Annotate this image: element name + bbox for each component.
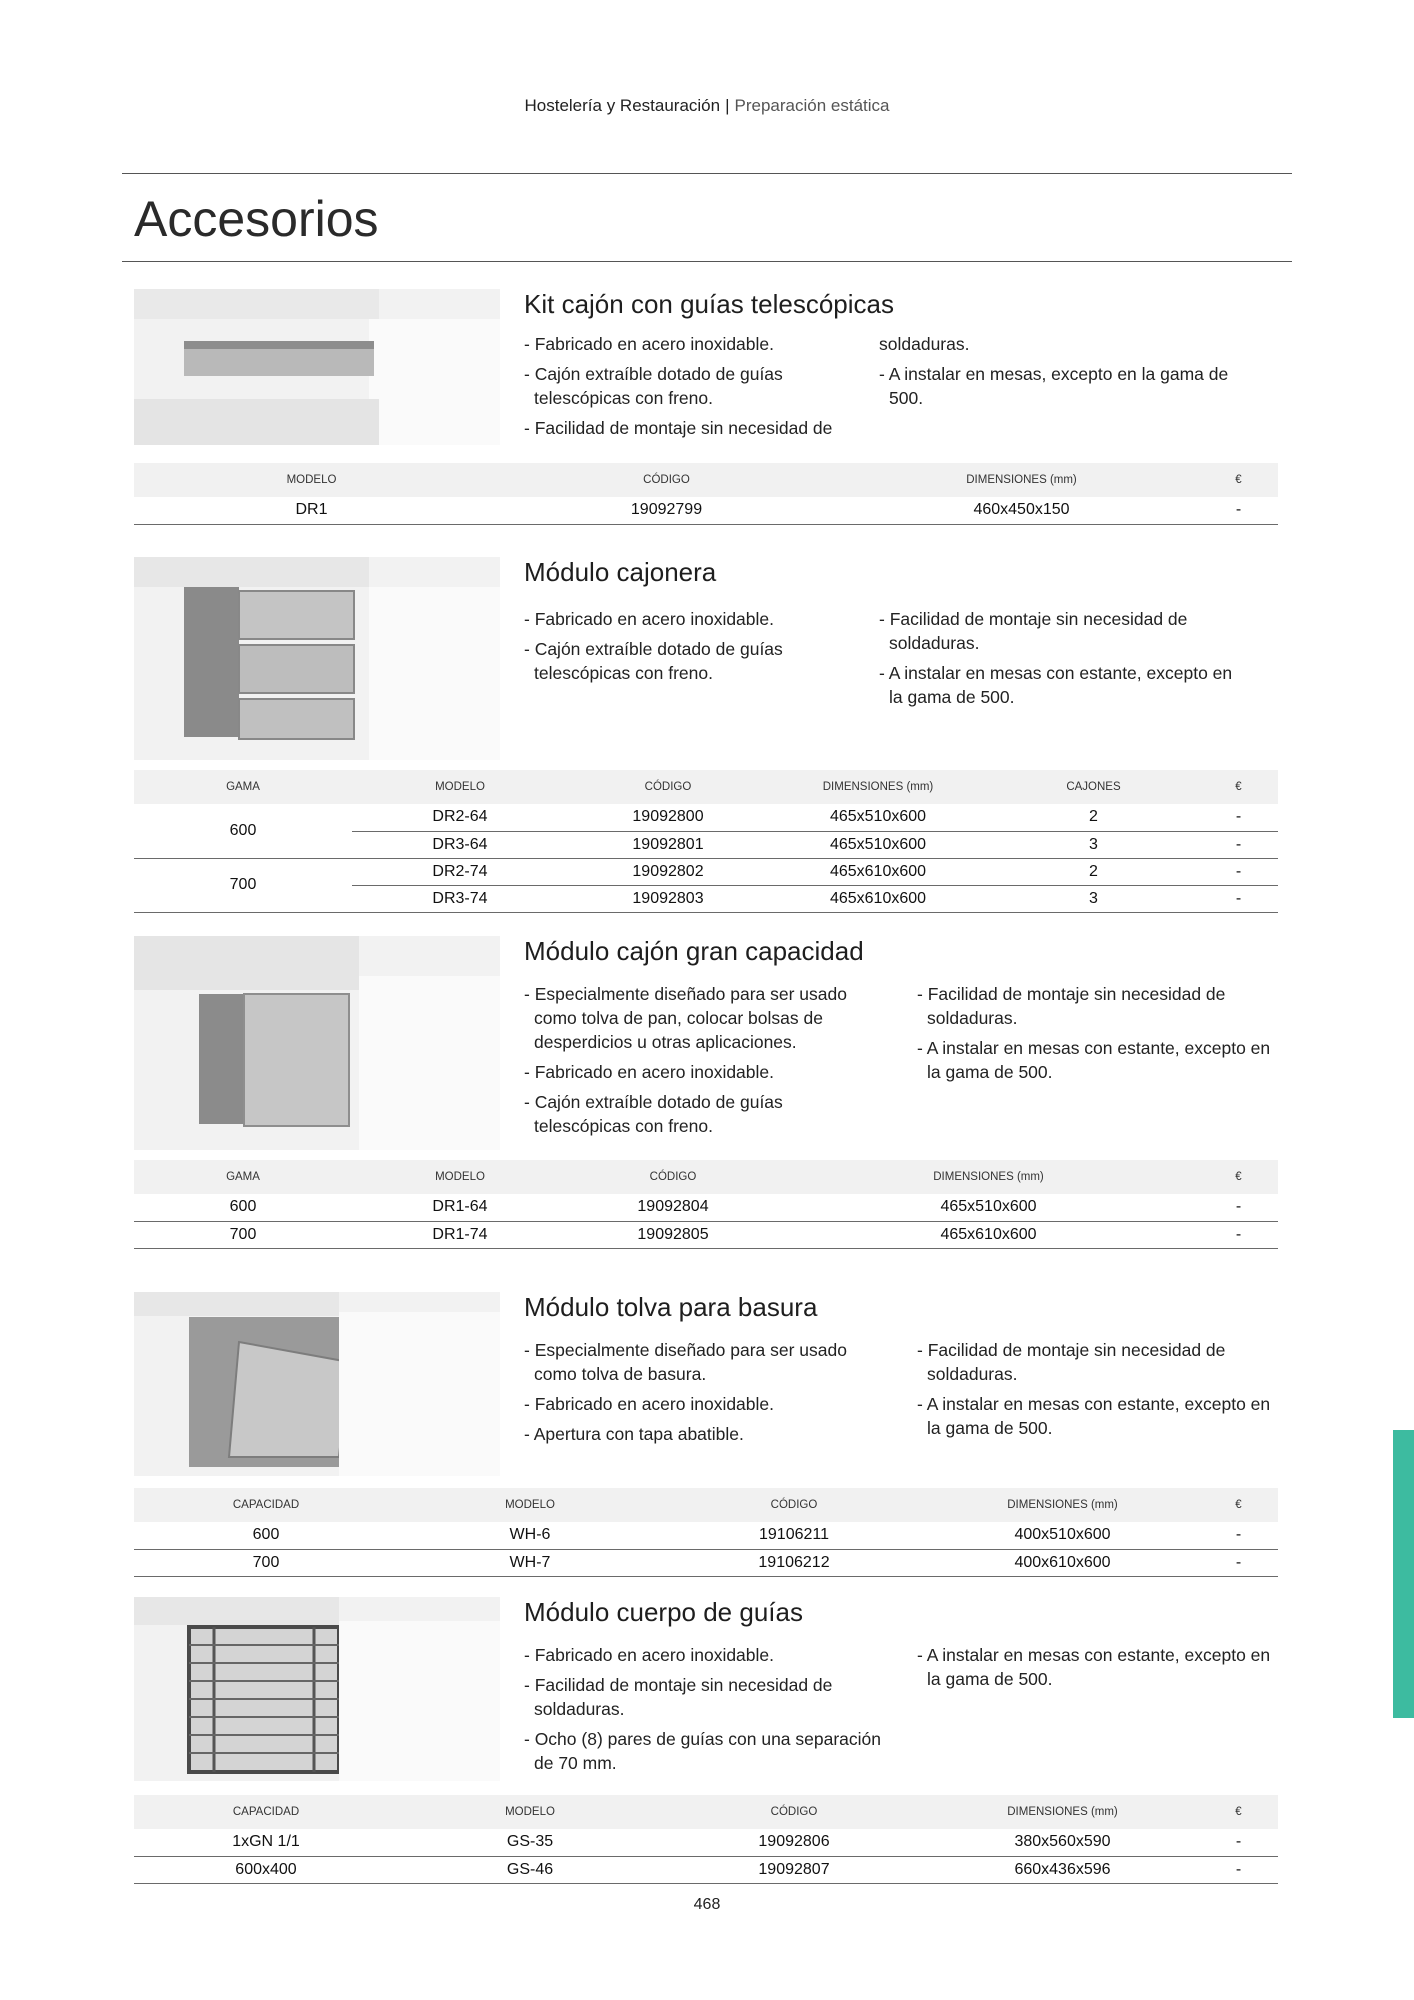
col-header: CÓDIGO bbox=[489, 463, 844, 497]
cell-dimensiones: 465x510x600 bbox=[768, 831, 988, 858]
table-row bbox=[134, 497, 1278, 524]
col-header: GAMA bbox=[134, 1160, 352, 1194]
col-header: DIMENSIONES (mm) bbox=[926, 1795, 1199, 1829]
feature-item: - Fabricado en acero inoxidable. bbox=[524, 1645, 775, 1665]
feature-list-left bbox=[524, 607, 864, 691]
feature-item: - Facilidad de montaje sin necesidad de soldaduras. bbox=[917, 1340, 1226, 1384]
cell-gama: 600 bbox=[134, 804, 352, 858]
cell-codigo: 19092805 bbox=[568, 1221, 778, 1248]
table-row bbox=[134, 1522, 1278, 1549]
page-number: 468 bbox=[693, 1896, 721, 1913]
cell-dimensiones: 660x436x596 bbox=[926, 1856, 1199, 1883]
feature-list-left bbox=[524, 1338, 869, 1452]
col-header: € bbox=[1199, 1795, 1278, 1829]
spec-table bbox=[134, 1160, 1278, 1249]
cell-modelo: WH-6 bbox=[398, 1522, 662, 1549]
col-header: DIMENSIONES (mm) bbox=[844, 463, 1199, 497]
cell-gama: 700 bbox=[134, 1221, 352, 1248]
feature-list-right bbox=[917, 1643, 1282, 1697]
cell-cajones: 2 bbox=[988, 858, 1199, 885]
cell-modelo: GS-35 bbox=[398, 1829, 662, 1856]
feature-item: - A instalar en mesas, excepto en la gama de 500. bbox=[879, 364, 1229, 408]
cell-capacidad: 700 bbox=[134, 1549, 398, 1576]
cell-dimensiones: 400x510x600 bbox=[926, 1522, 1199, 1549]
feature-list-right bbox=[879, 607, 1239, 715]
running-header bbox=[0, 96, 1414, 116]
cell-precio: - bbox=[1199, 1522, 1278, 1549]
col-header: GAMA bbox=[134, 770, 352, 804]
cell-gama: 600 bbox=[134, 1194, 352, 1221]
cell-precio: - bbox=[1199, 858, 1278, 885]
col-header: CAJONES bbox=[988, 770, 1199, 804]
cell-dimensiones: 465x610x600 bbox=[768, 885, 988, 912]
header-separator: | bbox=[725, 96, 730, 115]
feature-list-right bbox=[917, 982, 1282, 1090]
cell-precio: - bbox=[1199, 1856, 1278, 1883]
feature-item: - Apertura con tapa abatible. bbox=[524, 1424, 744, 1444]
col-header: MODELO bbox=[134, 463, 489, 497]
cell-dimensiones: 465x510x600 bbox=[768, 804, 988, 831]
cell-codigo: 19106212 bbox=[662, 1549, 926, 1576]
feature-item: - A instalar en mesas con estante, excepto en la gama de 500. bbox=[879, 663, 1233, 707]
cell-cajones: 2 bbox=[988, 804, 1199, 831]
col-header: MODELO bbox=[398, 1795, 662, 1829]
cell-precio: - bbox=[1199, 1829, 1278, 1856]
feature-item: - Fabricado en acero inoxidable. bbox=[524, 1062, 775, 1082]
cell-capacidad: 600 bbox=[134, 1522, 398, 1549]
col-header: CÓDIGO bbox=[662, 1795, 926, 1829]
title-rule bbox=[122, 261, 1292, 262]
table-row bbox=[134, 1221, 1278, 1248]
cell-modelo: DR3-64 bbox=[352, 831, 568, 858]
cell-modelo: DR2-74 bbox=[352, 858, 568, 885]
col-header: CAPACIDAD bbox=[134, 1488, 398, 1522]
section-title: Módulo tolva para basura bbox=[524, 1292, 818, 1322]
spec-table bbox=[134, 1488, 1278, 1577]
section-modulo-cajonera bbox=[134, 557, 1278, 913]
section-title: Kit cajón con guías telescópicas bbox=[524, 289, 894, 319]
cell-capacidad: 600x400 bbox=[134, 1856, 398, 1883]
cell-precio: - bbox=[1199, 1194, 1278, 1221]
section-tolva-basura bbox=[134, 1292, 1278, 1582]
col-header: CÓDIGO bbox=[568, 770, 768, 804]
cell-codigo: 19092799 bbox=[489, 497, 844, 524]
col-header: CÓDIGO bbox=[662, 1488, 926, 1522]
table-row bbox=[134, 1829, 1278, 1856]
cell-codigo: 19092801 bbox=[568, 831, 768, 858]
feature-item: - Fabricado en acero inoxidable. bbox=[524, 1394, 775, 1414]
col-header: DIMENSIONES (mm) bbox=[778, 1160, 1199, 1194]
cell-gama: 700 bbox=[134, 858, 352, 912]
cell-modelo: DR1 bbox=[134, 497, 489, 524]
cell-precio: - bbox=[1199, 1221, 1278, 1248]
col-header: DIMENSIONES (mm) bbox=[768, 770, 988, 804]
section-title: Módulo cuerpo de guías bbox=[524, 1597, 803, 1627]
cell-cajones: 3 bbox=[988, 885, 1199, 912]
cell-precio: - bbox=[1199, 497, 1278, 524]
table-row bbox=[134, 1856, 1278, 1883]
feature-item: - Cajón extraíble dotado de guías telescópicas con freno. bbox=[524, 364, 783, 408]
cell-modelo: WH-7 bbox=[398, 1549, 662, 1576]
col-header: CAPACIDAD bbox=[134, 1795, 398, 1829]
product-photo-drawer-kit bbox=[134, 289, 500, 445]
cell-precio: - bbox=[1199, 885, 1278, 912]
cell-precio: - bbox=[1199, 804, 1278, 831]
cell-dimensiones: 465x610x600 bbox=[768, 858, 988, 885]
table-row bbox=[134, 1549, 1278, 1576]
feature-item: - Facilidad de montaje sin necesidad de soldaduras. bbox=[524, 1675, 833, 1719]
cell-codigo: 19092802 bbox=[568, 858, 768, 885]
feature-item: - Ocho (8) pares de guías con una separación de 70 mm. bbox=[524, 1729, 882, 1773]
feature-item: - Cajón extraíble dotado de guías telescópicas con freno. bbox=[524, 1092, 783, 1136]
feature-list-left bbox=[524, 1643, 889, 1781]
col-header: DIMENSIONES (mm) bbox=[926, 1488, 1199, 1522]
feature-item: - Fabricado en acero inoxidable. bbox=[524, 609, 775, 629]
col-header: MODELO bbox=[352, 770, 568, 804]
product-photo-drawer-unit bbox=[134, 557, 500, 760]
col-header: € bbox=[1199, 770, 1278, 804]
top-rule bbox=[122, 173, 1292, 174]
feature-item: - A instalar en mesas con estante, excepto en la gama de 500. bbox=[917, 1645, 1271, 1689]
cell-precio: - bbox=[1199, 831, 1278, 858]
feature-item: - Facilidad de montaje sin necesidad de bbox=[524, 418, 833, 438]
cell-codigo: 19092807 bbox=[662, 1856, 926, 1883]
cell-capacidad: 1xGN 1/1 bbox=[134, 1829, 398, 1856]
product-photo-waste-chute bbox=[134, 1292, 500, 1476]
cell-codigo: 19092806 bbox=[662, 1829, 926, 1856]
feature-item: soldaduras. bbox=[879, 334, 970, 354]
cell-dimensiones: 460x450x150 bbox=[844, 497, 1199, 524]
cell-modelo: DR3-74 bbox=[352, 885, 568, 912]
feature-item: - Cajón extraíble dotado de guías telescópicas con freno. bbox=[524, 639, 783, 683]
feature-item: - A instalar en mesas con estante, excepto en la gama de 500. bbox=[917, 1394, 1271, 1438]
cell-codigo: 19092803 bbox=[568, 885, 768, 912]
header-subsection: Preparación estática bbox=[734, 96, 890, 115]
chapter-side-tab bbox=[1393, 1430, 1414, 1718]
spec-table bbox=[134, 1795, 1278, 1884]
product-photo-guide-rack bbox=[134, 1597, 500, 1781]
col-header: € bbox=[1199, 1488, 1278, 1522]
section-kit-cajon bbox=[134, 289, 1278, 525]
feature-list-left bbox=[524, 332, 864, 446]
cell-modelo: GS-46 bbox=[398, 1856, 662, 1883]
page-title: Accesorios bbox=[134, 191, 379, 247]
cell-codigo: 19092804 bbox=[568, 1194, 778, 1221]
col-header: € bbox=[1199, 463, 1278, 497]
cell-codigo: 19106211 bbox=[662, 1522, 926, 1549]
feature-item: - Especialmente diseñado para ser usado como tolva de basura. bbox=[524, 1340, 847, 1384]
col-header: CÓDIGO bbox=[568, 1160, 778, 1194]
feature-list-right bbox=[917, 1338, 1282, 1446]
table-row bbox=[134, 1194, 1278, 1221]
cell-modelo: DR2-64 bbox=[352, 804, 568, 831]
col-header: € bbox=[1199, 1160, 1278, 1194]
feature-list-left bbox=[524, 982, 869, 1144]
table-row bbox=[134, 858, 1278, 885]
section-title: Módulo cajón gran capacidad bbox=[524, 936, 864, 966]
section-cuerpo-guias bbox=[134, 1597, 1278, 1887]
col-header: MODELO bbox=[398, 1488, 662, 1522]
cell-modelo: DR1-64 bbox=[352, 1194, 568, 1221]
feature-list-right bbox=[879, 332, 1239, 416]
cell-dimensiones: 400x610x600 bbox=[926, 1549, 1199, 1576]
section-title: Módulo cajonera bbox=[524, 557, 717, 587]
cell-dimensiones: 465x510x600 bbox=[778, 1194, 1199, 1221]
table-row bbox=[134, 804, 1278, 831]
cell-cajones: 3 bbox=[988, 831, 1199, 858]
feature-item: - A instalar en mesas con estante, excepto en la gama de 500. bbox=[917, 1038, 1271, 1082]
col-header: MODELO bbox=[352, 1160, 568, 1194]
cell-codigo: 19092800 bbox=[568, 804, 768, 831]
cell-dimensiones: 380x560x590 bbox=[926, 1829, 1199, 1856]
spec-table bbox=[134, 463, 1278, 525]
feature-item: - Fabricado en acero inoxidable. bbox=[524, 334, 775, 354]
feature-item: - Facilidad de montaje sin necesidad de soldaduras. bbox=[917, 984, 1226, 1028]
cell-modelo: DR1-74 bbox=[352, 1221, 568, 1248]
spec-table bbox=[134, 770, 1278, 913]
cell-dimensiones: 465x610x600 bbox=[778, 1221, 1199, 1248]
header-section: Hostelería y Restauración bbox=[524, 96, 721, 115]
section-cajon-gran-capacidad bbox=[134, 936, 1278, 1248]
product-photo-large-drawer bbox=[134, 936, 500, 1150]
feature-item: - Especialmente diseñado para ser usado como tolva de pan, colocar bolsas de desperdicios u otras aplicaciones. bbox=[524, 984, 847, 1052]
cell-precio: - bbox=[1199, 1549, 1278, 1576]
feature-item: - Facilidad de montaje sin necesidad de soldaduras. bbox=[879, 609, 1188, 653]
